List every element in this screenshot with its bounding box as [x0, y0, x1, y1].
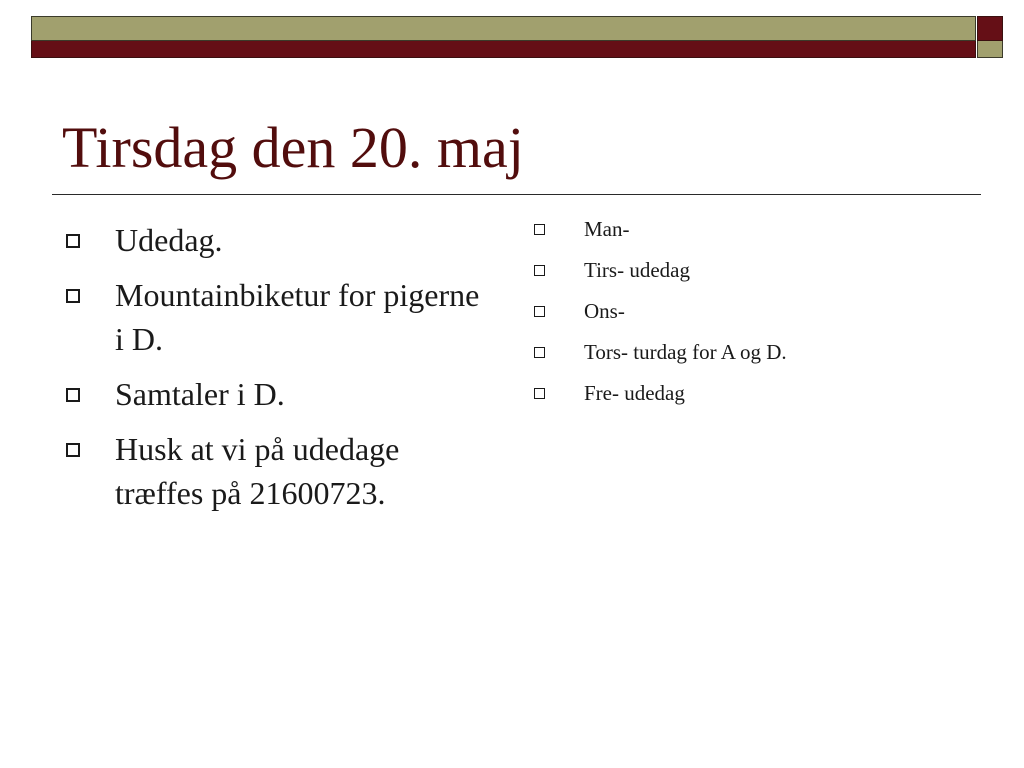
header-decorative-band	[31, 16, 976, 58]
header-corner-block	[977, 16, 1003, 58]
left-bullet-text: Husk at vi på udedage træffes på 21600723.	[115, 431, 400, 511]
hollow-square-bullet-icon	[66, 234, 80, 248]
left-bullet-item	[64, 427, 484, 515]
hollow-square-bullet-icon	[534, 388, 545, 399]
left-bullet-text: Mountainbiketur for pigerne i D.	[115, 277, 480, 357]
slide-title: Tirsdag den 20. maj	[62, 115, 524, 180]
right-bullet-item	[532, 297, 992, 325]
hollow-square-bullet-icon	[534, 347, 545, 358]
hollow-square-bullet-icon	[534, 224, 545, 235]
left-bullet-item	[64, 218, 484, 262]
header-olive-stripe	[31, 16, 976, 41]
hollow-square-bullet-icon	[534, 265, 545, 276]
right-bullet-text: Tirs- udedag	[584, 258, 690, 282]
hollow-square-bullet-icon	[66, 289, 80, 303]
left-bullet-item	[64, 372, 484, 416]
corner-olive-square	[977, 41, 1003, 58]
right-bullet-text: Man-	[584, 217, 630, 241]
hollow-square-bullet-icon	[66, 388, 80, 402]
hollow-square-bullet-icon	[66, 443, 80, 457]
right-bullet-list	[532, 215, 992, 420]
right-bullet-text: Tors- turdag for A og D.	[584, 340, 787, 364]
title-divider	[52, 194, 981, 195]
right-bullet-item	[532, 379, 992, 407]
corner-red-square	[977, 16, 1003, 41]
left-bullet-item	[64, 273, 484, 361]
header-red-stripe	[31, 41, 976, 58]
left-bullet-list	[64, 218, 484, 526]
right-bullet-text: Fre- udedag	[584, 381, 685, 405]
right-bullet-item	[532, 338, 992, 366]
right-bullet-item	[532, 256, 992, 284]
right-bullet-text: Ons-	[584, 299, 625, 323]
left-bullet-text: Udedag.	[115, 222, 223, 258]
left-bullet-text: Samtaler i D.	[115, 376, 285, 412]
right-bullet-item	[532, 215, 992, 243]
hollow-square-bullet-icon	[534, 306, 545, 317]
